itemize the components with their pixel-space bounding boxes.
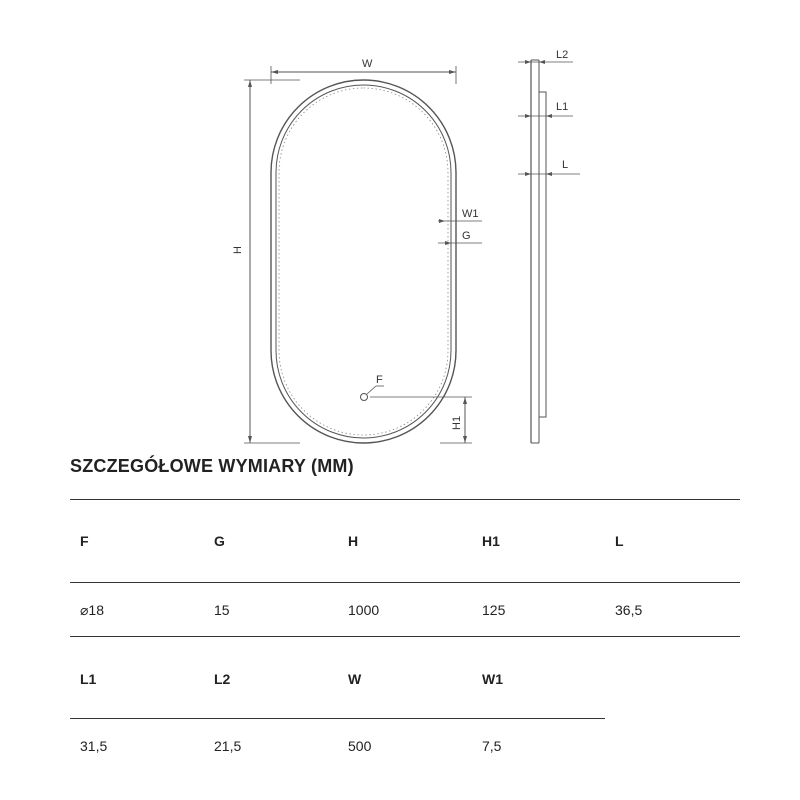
table1-mid-rule <box>70 582 740 583</box>
mirror-outer-outline <box>271 80 456 443</box>
header-w1: W1 <box>482 671 503 687</box>
header-f: F <box>80 533 89 549</box>
header-g: G <box>214 533 225 549</box>
l1-arrow-right <box>546 114 552 118</box>
l2-arrow-right <box>539 60 545 64</box>
header-l: L <box>615 533 624 549</box>
value-w: 500 <box>348 738 372 754</box>
l2-arrow-left <box>525 60 531 64</box>
value-f: ⌀18 <box>80 602 105 618</box>
value-w1: 7,5 <box>482 738 502 754</box>
section-title: SZCZEGÓŁOWE WYMIARY (MM) <box>70 456 354 476</box>
label-w1: W1 <box>462 208 479 220</box>
mirror-inner-outline <box>276 85 451 438</box>
table2-mid-rule <box>70 718 605 719</box>
header-l2: L2 <box>214 671 231 687</box>
value-h: 1000 <box>348 602 380 618</box>
sensor-circle <box>361 394 368 401</box>
w-arrow-right <box>449 70 456 74</box>
header-l1: L1 <box>80 671 97 687</box>
label-l1: L1 <box>556 101 569 113</box>
f-leader <box>367 386 376 394</box>
value-l2: 21,5 <box>214 738 242 754</box>
header-h: H <box>348 533 359 549</box>
h-arrow-bottom <box>248 436 252 443</box>
led-strip <box>279 88 448 435</box>
l-arrow-left <box>525 172 531 176</box>
front-view <box>244 66 482 443</box>
label-f: F <box>376 374 383 386</box>
header-w: W <box>348 671 362 687</box>
side-labels <box>556 49 568 171</box>
table1-top-rule <box>70 499 740 500</box>
label-l: L <box>562 159 569 171</box>
w-arrow-left <box>271 70 278 74</box>
value-h1: 125 <box>482 602 506 618</box>
label-l2: L2 <box>556 49 569 61</box>
label-h1: H1 <box>451 415 463 430</box>
h-arrow-top <box>248 80 252 87</box>
h1-arrow-top <box>463 397 467 404</box>
header-h1: H1 <box>482 533 500 549</box>
table1-bottom-rule <box>70 636 740 637</box>
value-l: 36,5 <box>615 602 643 618</box>
l1-arrow-left <box>525 114 531 118</box>
value-g: 15 <box>214 602 230 618</box>
w1-arrow <box>439 219 445 223</box>
side-view <box>518 60 580 443</box>
label-h: H <box>232 246 244 254</box>
front-labels <box>232 58 479 430</box>
value-l1: 31,5 <box>80 738 108 754</box>
label-g: G <box>462 230 471 242</box>
h1-arrow-bottom <box>463 436 467 443</box>
l-arrow-right <box>546 172 552 176</box>
label-w: W <box>362 58 373 70</box>
side-mount-frame <box>539 92 546 417</box>
